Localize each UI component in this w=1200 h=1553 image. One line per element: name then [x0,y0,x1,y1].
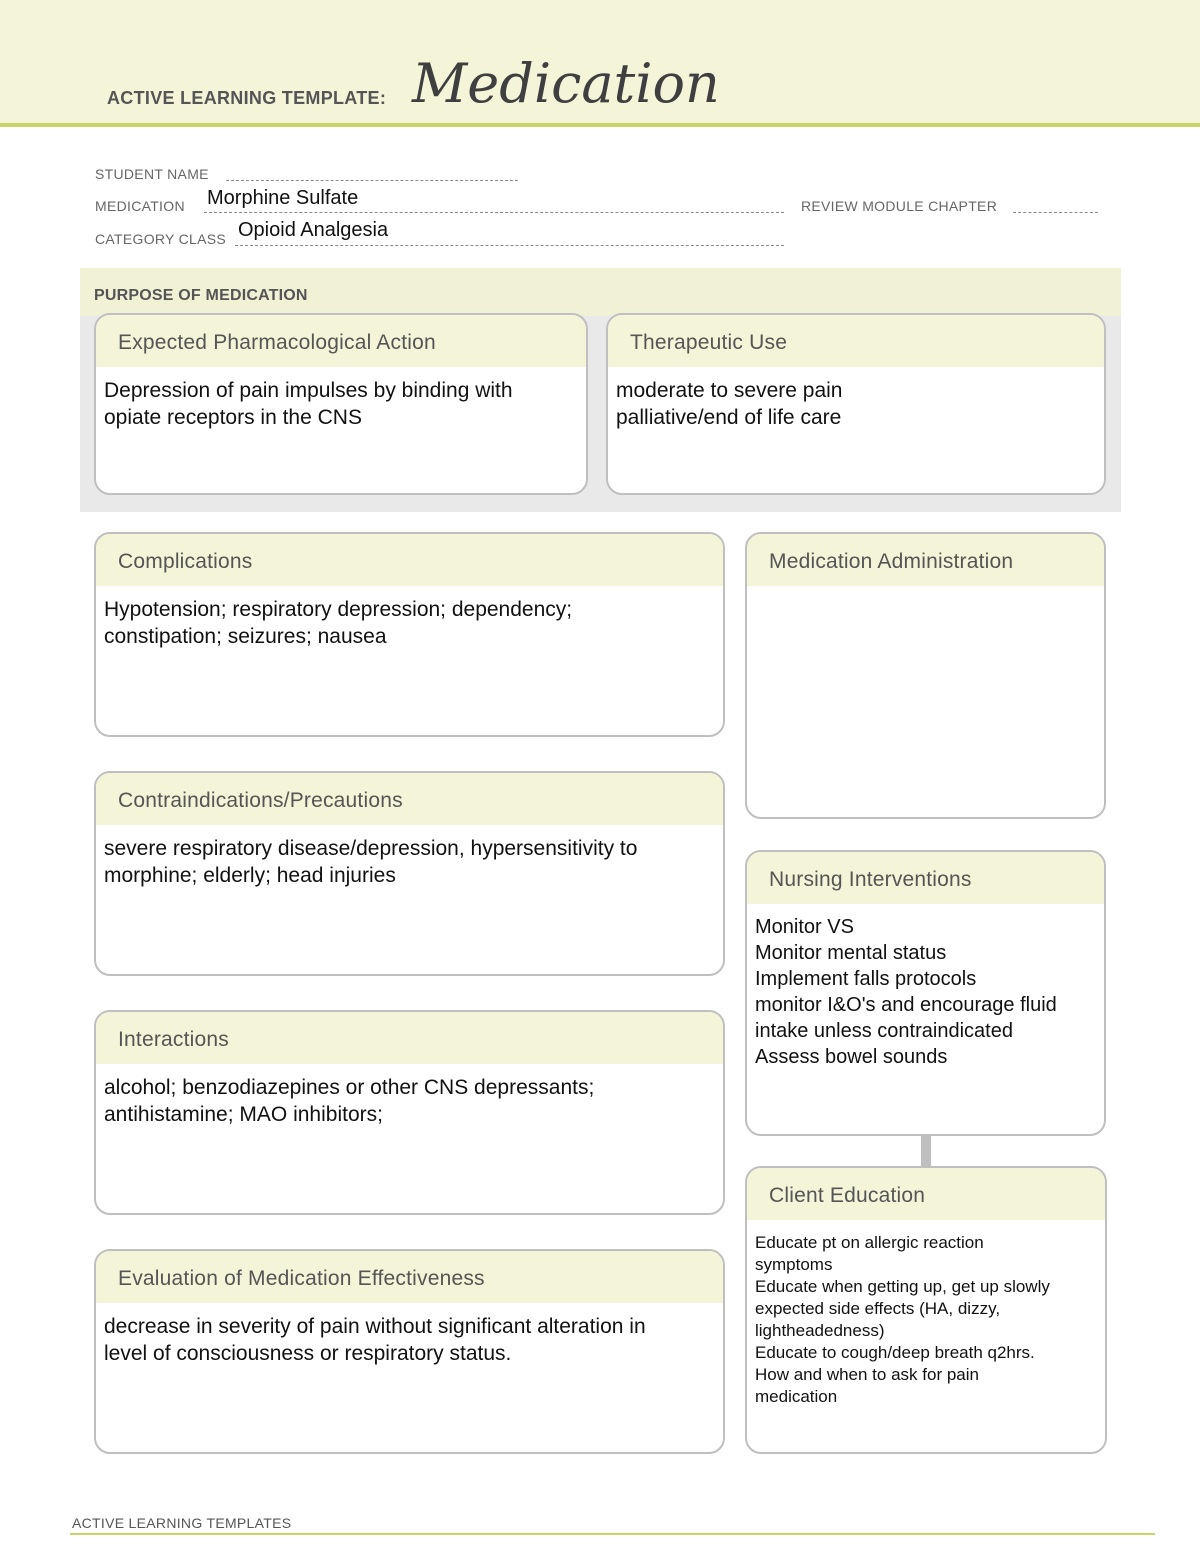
client-education-box[interactable] [745,1166,1107,1454]
footer-label: ACTIVE LEARNING TEMPLATES [72,1515,292,1531]
therapeutic-use-text: moderate to severe pain palliative/end of life care [616,379,843,429]
connector-bar [921,1134,931,1166]
administration-box[interactable] [745,532,1106,819]
client-education-text: Educate pt on allergic reaction symptoms Educate when getting up, get up slowly expected side effects (HA, dizzy, lightheadedness) Educate to cough/deep breath q2hrs. How and when to ask for pain medication [755,1233,1050,1406]
evaluation-text: decrease in severity of pain without significant alteration in level of consciousness or respiratory status. [104,1315,646,1365]
review-module-label: REVIEW MODULE CHAPTER [801,198,998,214]
nursing-interventions-title: Nursing Interventions [747,852,1104,904]
interactions-text: alcohol; benzodiazepines or other CNS depressants; antihistamine; MAO inhibitors; [104,1076,595,1126]
review-module-field[interactable] [1013,212,1098,213]
evaluation-box[interactable] [94,1249,725,1454]
header-rule [0,123,1200,127]
page-title: Medication [412,52,720,115]
client-education-title: Client Education [747,1168,1105,1220]
interactions-box[interactable] [94,1010,725,1215]
complications-text: Hypotension; respiratory depression; dependency; constipation; seizures; nausea [104,598,573,648]
category-class-field[interactable] [235,245,784,246]
contraindications-title: Contraindications/Precautions [96,773,723,825]
category-class-value: Opioid Analgesia [238,219,389,241]
nursing-interventions-box[interactable] [745,850,1106,1136]
contraindications-box[interactable] [94,771,725,976]
footer-rule [70,1533,1155,1535]
interactions-title: Interactions [96,1012,723,1064]
template-label: ACTIVE LEARNING TEMPLATE: [107,88,387,108]
administration-text [747,586,1104,596]
therapeutic-use-title: Therapeutic Use [608,315,1104,367]
category-class-label: CATEGORY CLASS [95,231,227,247]
administration-title: Medication Administration [747,534,1104,586]
nursing-interventions-text: Monitor VS Monitor mental status Implement falls protocols monitor I&O's and encourage fluid intake unless contraindicated Assess bowel sounds [755,916,1057,1068]
purpose-label: PURPOSE OF MEDICATION [94,287,308,304]
evaluation-title: Evaluation of Medication Effectiveness [96,1251,723,1303]
pharm-action-title: Expected Pharmacological Action [96,315,586,367]
pharm-action-box[interactable] [94,313,588,495]
medication-field[interactable] [204,212,784,213]
complications-box[interactable] [94,532,725,737]
pharm-action-text: Depression of pain impulses by binding with opiate receptors in the CNS [104,379,513,429]
contraindications-text: severe respiratory disease/depression, hypersensitivity to morphine; elderly; head injuries [104,837,638,887]
therapeutic-use-box[interactable] [606,313,1106,495]
medication-value: Morphine Sulfate [207,187,359,209]
medication-label: MEDICATION [95,198,185,214]
student-name-label: STUDENT NAME [95,166,209,182]
complications-title: Complications [96,534,723,586]
student-name-field[interactable] [226,180,518,181]
